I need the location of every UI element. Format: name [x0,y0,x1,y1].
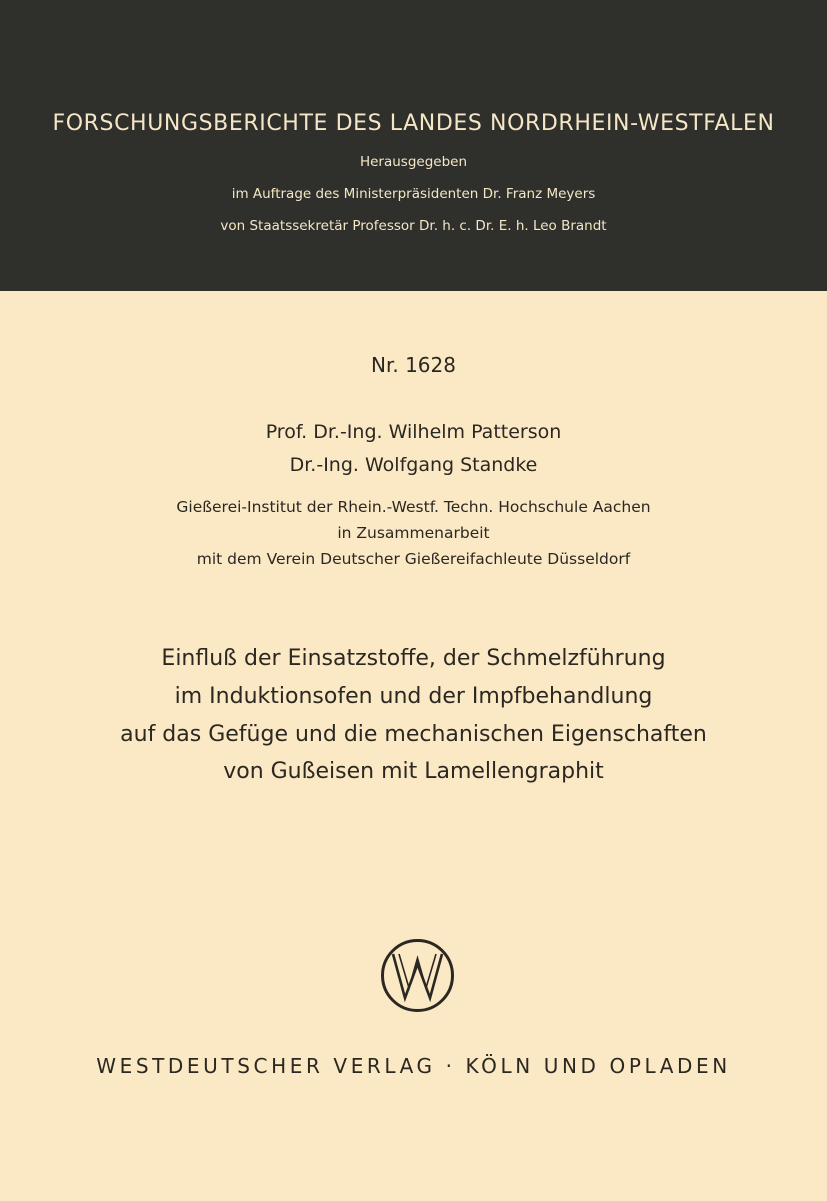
title-line-3: auf das Gefüge und die mechanischen Eigenschaften [120,722,707,747]
series-title: FORSCHUNGSBERICHTE DES LANDES NORDRHEIN-WESTFALEN [52,111,775,136]
author-2: Dr.-Ing. Wolfgang Standke [289,454,538,476]
institution-line-1: Gießerei-Institut der Rhein.-Westf. Techn. Hochschule Aachen [176,498,651,516]
editor-line-3: von Staatssekretär Professor Dr. h. c. Dr. E. h. Leo Brandt [220,218,607,234]
title-line-2: im Induktionsofen und der Impfbehandlung [174,684,653,709]
report-number: Nr. 1628 [371,353,456,377]
title-line-4: von Gußeisen mit Lamellengraphit [223,759,604,784]
publisher-logo-icon [380,938,455,1013]
publisher-imprint: WESTDEUTSCHER VERLAG · KÖLN UND OPLADEN [96,1054,731,1078]
title-line-1: Einfluß der Einsatzstoffe, der Schmelzführung [161,646,666,671]
series-header-band [0,0,827,291]
author-1: Prof. Dr.-Ing. Wilhelm Patterson [265,421,562,443]
institution-line-3: mit dem Verein Deutscher Gießereifachleute Düsseldorf [196,550,631,568]
editor-line-2: im Auftrage des Ministerpräsidenten Dr. Franz Meyers [231,186,596,202]
institution-line-2: in Zusammenarbeit [337,524,490,542]
editor-line-1: Herausgegeben [359,154,468,170]
